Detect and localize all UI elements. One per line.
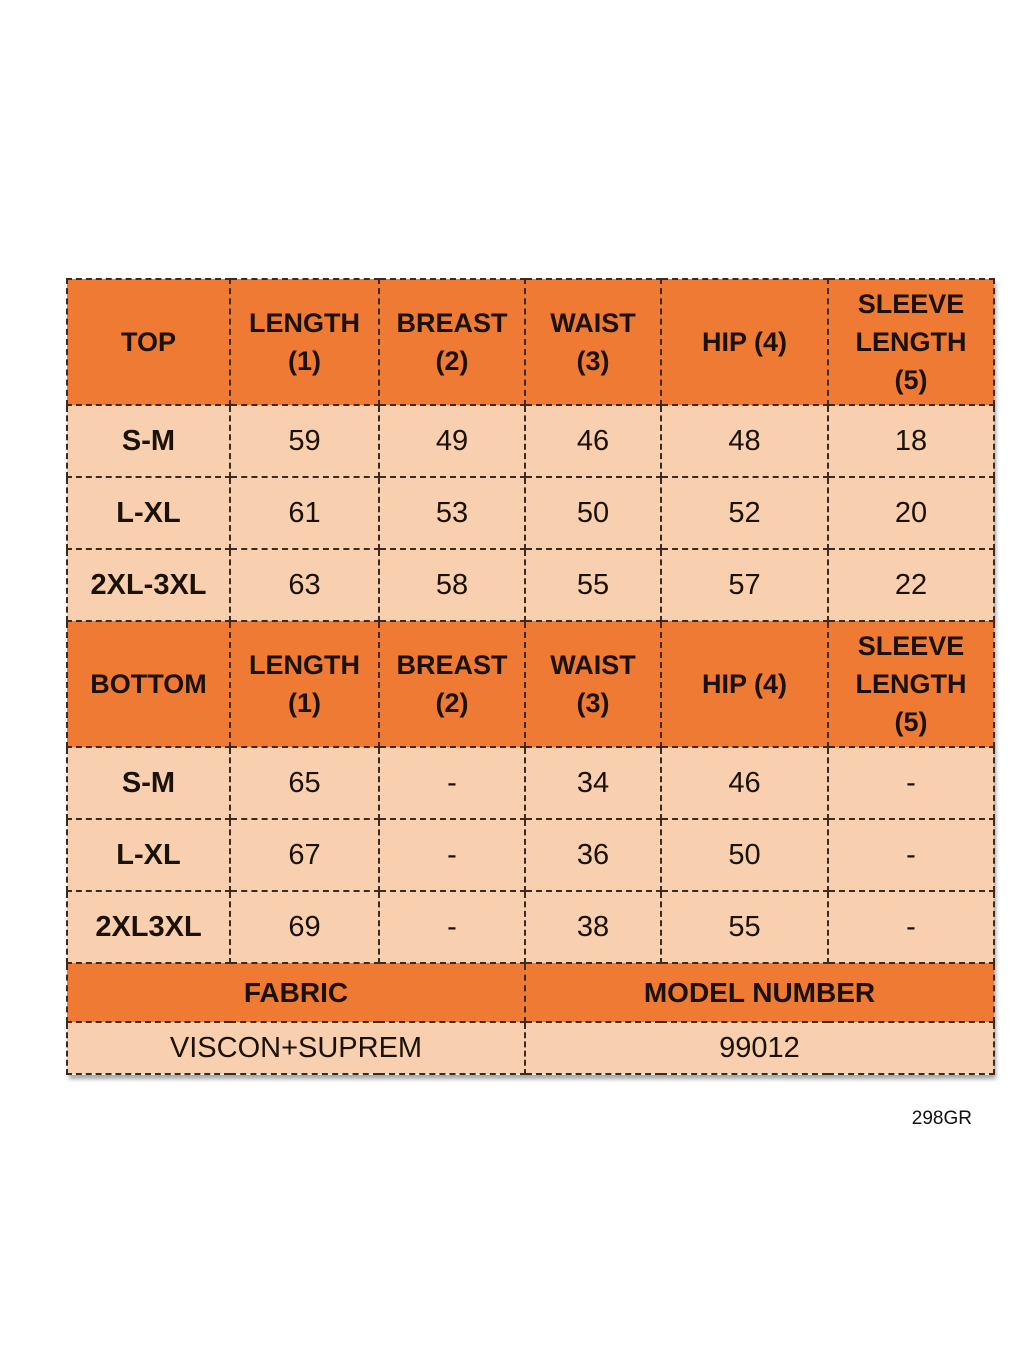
- waist-cell: 55: [525, 549, 661, 621]
- size-cell: 2XL-3XL: [67, 549, 230, 621]
- hip-cell: 46: [661, 747, 828, 819]
- waist-cell: 34: [525, 747, 661, 819]
- fabric-label: FABRIC: [67, 963, 525, 1022]
- top-section-label: TOP: [67, 279, 230, 405]
- bottom-length-header: LENGTH (1): [230, 621, 379, 747]
- length-cell: 63: [230, 549, 379, 621]
- length-cell: 61: [230, 477, 379, 549]
- length-cell: 69: [230, 891, 379, 963]
- size-cell: 2XL3XL: [67, 891, 230, 963]
- length-cell: 65: [230, 747, 379, 819]
- sleeve-cell: 18: [828, 405, 994, 477]
- bottom-section-label: BOTTOM: [67, 621, 230, 747]
- table-row: [67, 549, 994, 621]
- size-chart: [66, 278, 993, 1075]
- hip-cell: 57: [661, 549, 828, 621]
- size-cell: L-XL: [67, 819, 230, 891]
- breast-cell: 58: [379, 549, 525, 621]
- table-row: [67, 747, 994, 819]
- waist-cell: 36: [525, 819, 661, 891]
- footer-header-row: [67, 963, 994, 1022]
- waist-cell: 50: [525, 477, 661, 549]
- top-waist-header: WAIST (3): [525, 279, 661, 405]
- sleeve-cell: 22: [828, 549, 994, 621]
- breast-cell: 53: [379, 477, 525, 549]
- model-number-label: MODEL NUMBER: [525, 963, 994, 1022]
- top-sleeve-header: SLEEVE LENGTH (5): [828, 279, 994, 405]
- table-row: [67, 891, 994, 963]
- length-cell: 59: [230, 405, 379, 477]
- sleeve-cell: -: [828, 891, 994, 963]
- hip-cell: 50: [661, 819, 828, 891]
- footer-value-row: [67, 1022, 994, 1074]
- bottom-sleeve-header: SLEEVE LENGTH (5): [828, 621, 994, 747]
- top-length-header: LENGTH (1): [230, 279, 379, 405]
- hip-cell: 48: [661, 405, 828, 477]
- hip-cell: 52: [661, 477, 828, 549]
- sleeve-cell: 20: [828, 477, 994, 549]
- bottom-header-row: [67, 621, 994, 747]
- model-number-value: 99012: [525, 1022, 994, 1074]
- breast-cell: -: [379, 891, 525, 963]
- bottom-breast-header: BREAST (2): [379, 621, 525, 747]
- product-code: 298GR: [911, 1108, 972, 1129]
- top-hip-header: HIP (4): [661, 279, 828, 405]
- sleeve-cell: -: [828, 819, 994, 891]
- table-row: [67, 819, 994, 891]
- top-breast-header: BREAST (2): [379, 279, 525, 405]
- table-row: [67, 405, 994, 477]
- fabric-value: VISCON+SUPREM: [67, 1022, 525, 1074]
- size-cell: S-M: [67, 747, 230, 819]
- size-cell: L-XL: [67, 477, 230, 549]
- top-header-row: [67, 279, 994, 405]
- size-cell: S-M: [67, 405, 230, 477]
- sleeve-cell: -: [828, 747, 994, 819]
- table-row: [67, 477, 994, 549]
- breast-cell: -: [379, 819, 525, 891]
- waist-cell: 38: [525, 891, 661, 963]
- size-table: [66, 278, 995, 1075]
- length-cell: 67: [230, 819, 379, 891]
- breast-cell: 49: [379, 405, 525, 477]
- bottom-hip-header: HIP (4): [661, 621, 828, 747]
- hip-cell: 55: [661, 891, 828, 963]
- bottom-waist-header: WAIST (3): [525, 621, 661, 747]
- breast-cell: -: [379, 747, 525, 819]
- waist-cell: 46: [525, 405, 661, 477]
